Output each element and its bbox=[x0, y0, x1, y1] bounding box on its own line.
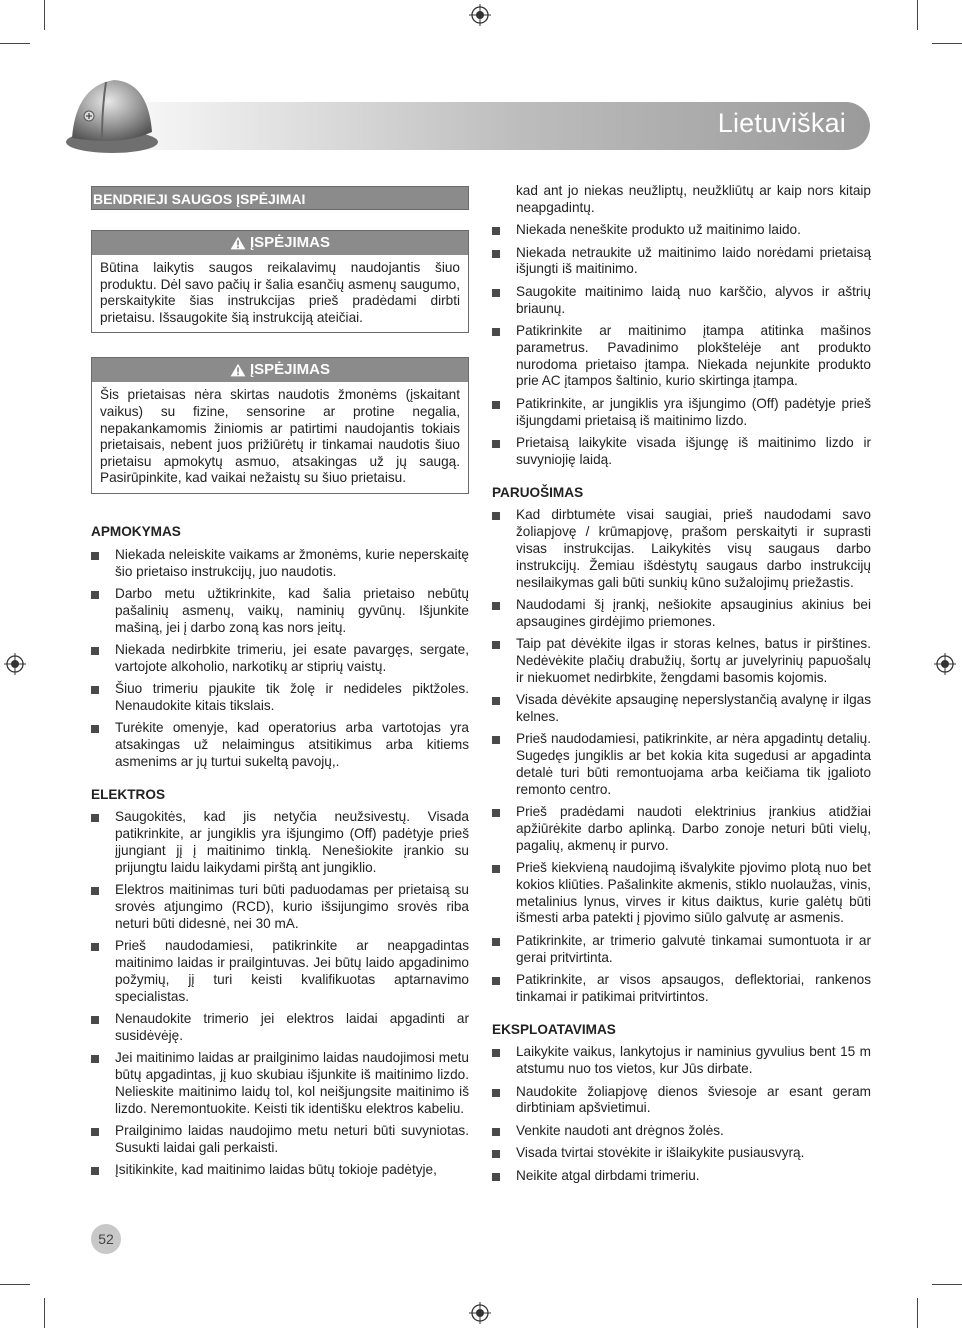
bullet-icon bbox=[492, 1089, 500, 1097]
page-number: 52 bbox=[91, 1224, 121, 1254]
bullet-icon bbox=[91, 887, 99, 895]
training-list bbox=[91, 547, 469, 771]
list-item-text: Patikrinkite ar maitinimo įtampa atitinka mašinos parametrus. Pavadinimo plokštelėje ant produkto nurodoma prietaiso įtampa. Niekada nejunkite produkto prie AC įtampos šaltinio, kurio skirtinga įtampa. bbox=[516, 322, 871, 389]
bullet-icon bbox=[492, 1150, 500, 1158]
crop-mark bbox=[932, 1284, 962, 1285]
bullet-icon bbox=[492, 440, 500, 448]
list-item-text: Įsitikinkite, kad maitinimo laidas būtų tokioje padėtyje, bbox=[115, 1162, 437, 1178]
left-column bbox=[91, 186, 469, 1185]
section-title-general: BENDRIEJI SAUGOS ĮSPĖJIMAI bbox=[91, 186, 469, 210]
warning-triangle-icon bbox=[230, 363, 246, 377]
list-item-text: Visada tvirtai stovėkite ir išlaikykite pusiausvyrą. bbox=[516, 1145, 805, 1161]
page-title: Lietuviškai bbox=[717, 108, 846, 138]
list-item-text: Patikrinkite, ar jungiklis yra išjungimo (Off) padėtyje prieš išjungdami prietaisą iš maitinimo lizdo. bbox=[516, 395, 871, 428]
bullet-icon bbox=[91, 1016, 99, 1024]
bullet-icon bbox=[492, 227, 500, 235]
bullet-icon bbox=[91, 686, 99, 694]
list-item bbox=[492, 1044, 871, 1078]
list-item-text: Naudokite žoliapjovę dienos šviesoje ar esant geram dirbtiniam apšvietimui. bbox=[516, 1083, 871, 1116]
list-item bbox=[91, 642, 469, 676]
bullet-icon bbox=[492, 938, 500, 946]
bullet-icon bbox=[492, 289, 500, 297]
list-item bbox=[492, 284, 871, 318]
section-heading-training: APMOKYMAS bbox=[91, 523, 181, 539]
bullet-icon bbox=[492, 250, 500, 258]
list-item-text: Kad dirbtumėte visai saugiai, prieš naudodami savo žoliapjovę / krūmapjovę, prašom perskaityti ir suprasti visas instrukcijas. Laikykitės visų saugaus darbo instrukcijų. Žemiau išdėstytų saugaus darbo instrukcijų nesilaikymas gali būti sunkių kūno sužalojimų priežastis. bbox=[516, 507, 871, 590]
list-item bbox=[91, 681, 469, 715]
bullet-icon bbox=[492, 328, 500, 336]
registration-mark-icon bbox=[469, 1302, 491, 1324]
list-item-text: Nenaudokite trimerio jei elektros laidai apgadinti ar susidėvėję. bbox=[115, 1011, 469, 1043]
warning-title: ĮSPĖJIMAS bbox=[249, 234, 331, 251]
list-item bbox=[91, 1050, 469, 1117]
bullet-icon bbox=[492, 512, 500, 520]
list-item-text: Niekada netraukite už maitinimo laido norėdami prietaisą išjungti iš maitinimo. bbox=[516, 244, 871, 277]
registration-mark-icon bbox=[934, 653, 956, 675]
preparation-list bbox=[492, 507, 871, 1005]
list-item bbox=[91, 809, 469, 876]
list-item-text: Šiuo trimeriu pjaukite tik žolę ir nedideles piktžoles. Nenaudokite kitais tikslais. bbox=[115, 681, 469, 713]
electric-list bbox=[91, 809, 469, 1179]
list-item-text: Prieš naudodamiesi, patikrinkite ar neapgadintas maitinimo laidas ir prailgintuvas. Jei būtų laido apgadinimo požymių, jį turi keisti kvalifikuotas aptarnavimo specialistas. bbox=[115, 938, 469, 1004]
bullet-icon bbox=[91, 591, 99, 599]
registration-mark-icon bbox=[469, 4, 491, 26]
list-item-text: Saugokite maitinimo laidą nuo karščio, alyvos ir aštrių briaunų. bbox=[516, 283, 871, 316]
bullet-icon bbox=[91, 725, 99, 733]
bullet-icon bbox=[492, 641, 500, 649]
list-item bbox=[91, 586, 469, 636]
crop-mark bbox=[44, 1298, 45, 1328]
warning-text: Šis prietaisas nėra skirtas naudotis žmonėms (įskaitant vaikus) su fizine, sensorine ar protine negalia, nepakankamomis žiniomis ar patirtimi naudojantis tokiais prietaisais, nebent juos prižiūrėtų ir tinkamai naudotis šiuo prietaisu apmokytų asmuo, atsakingas už jų saugą. Pasirūpinkite, kad vaikai nežaistų su šiuo prietaisu. bbox=[100, 387, 460, 486]
list-item-text: Elektros maitinimas turi būti paduodamas per prietaisą su srovės atjungimo (RCD), kurio išsijungimo srovės riba neturi būti didesnė, nei 30 mA. bbox=[115, 882, 469, 931]
bullet-icon bbox=[492, 602, 500, 610]
bullet-icon bbox=[492, 736, 500, 744]
warning-title: ĮSPĖJIMAS bbox=[249, 361, 331, 379]
electric-list-continued bbox=[492, 222, 871, 468]
list-item-continuation: kad ant jo niekas neužliptų, neužkliūtų ar kaip nors kitaip neapgadintų. bbox=[516, 183, 871, 215]
list-item bbox=[492, 1123, 871, 1140]
crop-mark bbox=[44, 0, 45, 30]
bullet-icon bbox=[492, 865, 500, 873]
list-item bbox=[492, 933, 871, 967]
list-item-text: Venkite naudoti ant drėgnos žolės. bbox=[516, 1122, 724, 1138]
helmet-icon bbox=[62, 72, 162, 156]
list-item bbox=[492, 245, 871, 279]
list-item bbox=[492, 1145, 871, 1162]
registration-mark-icon bbox=[4, 653, 26, 675]
right-column bbox=[492, 183, 871, 1190]
list-item bbox=[91, 720, 469, 770]
crop-mark bbox=[932, 43, 962, 44]
list-item bbox=[492, 731, 871, 798]
list-item bbox=[492, 323, 871, 390]
list-item-text: Prieš kiekvieną naudojimą išvalykite pjovimo plotą nuo bet kokios kliūties. Pašalinkite akmenis, stiklo nuolaužas, vinis, metalinius lynus, virves ir kitus daiktus, kurie galėtų būti išmesti arba patekti į pjovimo siūlo galvutę ar asmenis. bbox=[516, 860, 871, 926]
list-item bbox=[492, 1084, 871, 1118]
list-item-text: Jei maitinimo laidas ar prailginimo laidas naudojimosi metu būtų apgadintas, jį kuo skubiau išjunkite iš maitinimo lizdo. Nelieskite maitinimo laidų tol, kol neišjungsite maitinimo iš lizdo. Neremontuokite. Keisti tik identišku elektros kabeliu. bbox=[115, 1050, 469, 1116]
list-item bbox=[492, 972, 871, 1006]
list-item-text: Taip pat dėvėkite ilgas ir storas kelnes, batus ir pirštines. Nedėvėkite plačių drabužių, šortų ar juvelyrinių papuošalų ir niekuomet nedirbkite, žengdami basomis kojomis. bbox=[516, 636, 871, 685]
list-item-text: Naudodami šį įrankį, nešiokite apsauginius akinius bei apsaugines girdėjimo priemones. bbox=[516, 596, 871, 629]
list-item-text: Prailginimo laidas naudojimo metu neturi būti suvyniotas. Susukti laidai gali perkaisti. bbox=[115, 1122, 469, 1155]
list-item-text: Patikrinkite, ar trimerio galvutė tinkamai sumontuota ir ar gerai pritvirtinta. bbox=[516, 932, 871, 965]
warning-text: Būtina laikytis saugos reikalavimų naudojantis šiuo produktu. Dėl savo pačių ir šalia esančių asmenų saugumo, perskaitykite šias instrukcijas prieš pradėdami dirbti prietaisu. Išsaugokite šią instrukciją ateičiai. bbox=[100, 260, 460, 325]
list-item bbox=[492, 860, 871, 927]
bullet-icon bbox=[492, 1173, 500, 1181]
list-item bbox=[91, 882, 469, 932]
bullet-icon bbox=[492, 697, 500, 705]
crop-mark bbox=[917, 0, 918, 30]
warning-header bbox=[92, 231, 468, 255]
operation-list bbox=[492, 1044, 871, 1184]
bullet-icon bbox=[91, 814, 99, 822]
list-item-text: Niekada neleiskite vaikams ar žmonėms, kurie neperskaitę šio prietaiso instrukcijų, juo naudotis. bbox=[115, 546, 469, 579]
warning-triangle-icon bbox=[230, 236, 246, 250]
list-item bbox=[492, 636, 871, 686]
list-item-text: Neikite atgal dirbdami trimeriu. bbox=[516, 1167, 700, 1183]
bullet-icon bbox=[492, 977, 500, 985]
list-item-text: Niekada neneškite produkto už maitinimo laido. bbox=[516, 222, 801, 238]
warning-header bbox=[92, 358, 468, 382]
list-item bbox=[91, 1011, 469, 1045]
bullet-icon bbox=[91, 943, 99, 951]
list-item bbox=[492, 435, 871, 469]
bullet-icon bbox=[492, 401, 500, 409]
list-item bbox=[91, 547, 469, 581]
section-heading-preparation: PARUOŠIMAS bbox=[492, 484, 584, 500]
list-item bbox=[492, 597, 871, 631]
bullet-icon bbox=[91, 1128, 99, 1136]
crop-mark bbox=[0, 1284, 30, 1285]
warning-box bbox=[91, 230, 469, 333]
bullet-icon bbox=[492, 1128, 500, 1136]
crop-mark bbox=[0, 43, 30, 44]
section-heading-operation: EKSPLOATAVIMAS bbox=[492, 1021, 616, 1037]
list-item-text: Saugokitės, kad jis netyčia neužsivestų. Visada patikrinkite, ar jungiklis yra išjungimo (Off) padėtyje prieš įjungiant jį į maitinimo tinklą. Nenešiokite įrankio su prijungtu laidu laikydami pirštą ant jungiklio. bbox=[115, 809, 469, 875]
list-item bbox=[492, 804, 871, 854]
list-item bbox=[492, 1168, 871, 1185]
list-item-text: Patikrinkite, ar visos apsaugos, deflektoriai, rankenos tinkamai ir patikimai pritvirtintos. bbox=[516, 971, 871, 1004]
list-item-text: Visada dėvėkite apsauginę neperslystančią avalynę ir ilgas kelnes. bbox=[516, 692, 871, 724]
header-band bbox=[88, 102, 870, 150]
list-item bbox=[91, 1123, 469, 1157]
list-item bbox=[492, 396, 871, 430]
list-item bbox=[91, 938, 469, 1005]
bullet-icon bbox=[492, 1049, 500, 1057]
bullet-icon bbox=[91, 1055, 99, 1063]
list-item bbox=[492, 507, 871, 591]
list-item-text: Niekada nedirbkite trimeriu, jei esate pavargęs, sergate, vartojote alkoholio, narkotikų ar stiprių vaistų. bbox=[115, 641, 469, 674]
bullet-icon bbox=[492, 809, 500, 817]
list-item-text: Prietaisą laikykite visada išjungę iš maitinimo lizdo ir suvyniojię laidą. bbox=[516, 434, 871, 467]
list-item bbox=[492, 692, 871, 726]
bullet-icon bbox=[91, 647, 99, 655]
list-item-text: Turėkite omenyje, kad operatorius arba vartotojas yra atsakingas už nelaimingus atsitikimus arba kitiems asmenims ar jų turtui sukeltą pavojų,. bbox=[115, 720, 469, 769]
list-item-text: Prieš pradėdami naudoti elektrinius įrankius atidžiai apžiūrėkite darbo aplinką. Darbo zonoje neturi būti vielų, pagalių, akmenų ir purvo. bbox=[516, 804, 871, 853]
list-item-text: Darbo metu užtikrinkite, kad šalia prietaiso nebūtų pašalinių asmenų, vaikų, naminių gyvūnų. Išjunkite mašiną, jei į darbo zoną kas nors įeitų. bbox=[115, 585, 469, 635]
warning-box bbox=[91, 357, 469, 494]
list-item bbox=[91, 1162, 469, 1179]
list-item bbox=[492, 222, 871, 239]
crop-mark bbox=[917, 1298, 918, 1328]
bullet-icon bbox=[91, 552, 99, 560]
list-item-text: Laikykite vaikus, lankytojus ir naminius gyvulius bent 15 m atstumu nuo tos vietos, kur Jūs dirbate. bbox=[516, 1044, 871, 1077]
bullet-icon bbox=[91, 1167, 99, 1175]
section-heading-electric: ELEKTROS bbox=[91, 786, 166, 802]
list-item-text: Prieš naudodamiesi, patikrinkite, ar nėra apgadintų detalių. Sugedęs jungiklis ar bet kokia kita sugedusi ar apgadinta detalė turi būti remontuojama arba keičiama tik įgalioto remonto centro. bbox=[516, 731, 871, 797]
